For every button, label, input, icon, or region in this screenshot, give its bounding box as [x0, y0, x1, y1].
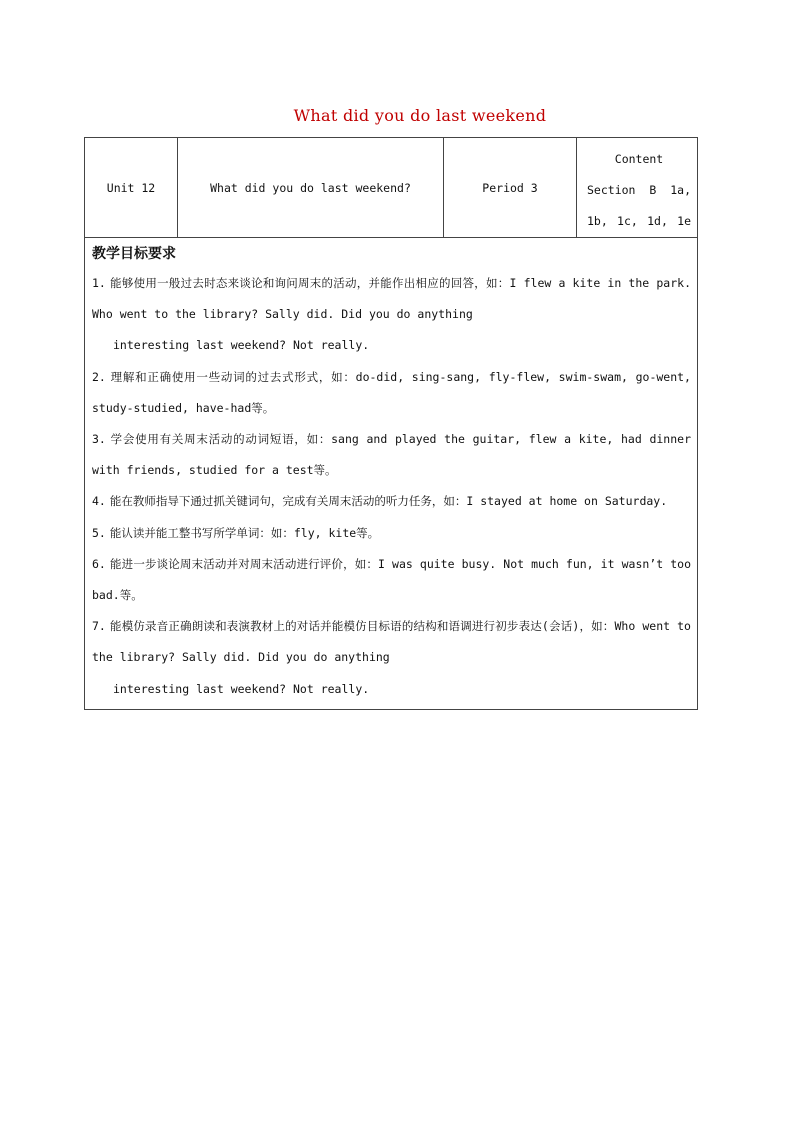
- content-label: Content: [614, 152, 664, 166]
- objectives-heading: 教学目标要求: [92, 246, 176, 262]
- period-cell: Period 3: [444, 138, 577, 238]
- objective-item-2: 2. 理解和正确使用一些动词的过去式形式，如：do-did, sing-sang, fly-flew, swim-swam, go-went, study-studied, have-had等。: [92, 369, 691, 415]
- objective-item-5: 5. 能认读并能工整书写所学单词：如：fly, kite等。: [92, 525, 380, 540]
- document-title: What did you do last weekend: [293, 106, 547, 125]
- objective-item-7-continuation: interesting last weekend? Not really.: [113, 681, 370, 696]
- objectives-cell: [85, 238, 698, 710]
- table-header-row: [85, 138, 698, 238]
- objective-item-1: 1. 能够使用一般过去时态来谈论和询问周末的活动，并能作出相应的回答，如：I flew a kite in the park. Who went to the library? Sally did. Did you do anything: [92, 276, 691, 322]
- content-cell: [577, 138, 698, 238]
- objectives-row: [85, 238, 698, 710]
- topic-cell: What did you do last weekend?: [178, 138, 444, 238]
- objective-item-6: 6. 能进一步谈论周末活动并对周末活动进行评价，如：I was quite busy. Not much fun, it wasn’t too bad.等。: [92, 556, 691, 603]
- objective-item-3: 3. 学会使用有关周末活动的动词短语，如：sang and played the guitar, flew a kite, had dinner with friends, studied for a test等。: [92, 432, 691, 478]
- objective-item-4: 4. 能在教师指导下通过抓关键词句，完成有关周末活动的听力任务，如：I stayed at home on Saturday.: [92, 494, 668, 509]
- content-value: Section B 1a, 1b, 1c, 1d, 1e: [587, 183, 691, 228]
- lesson-plan-table: [84, 137, 698, 710]
- unit-cell: Unit 12: [85, 138, 178, 238]
- objective-item-7: 7. 能模仿录音正确朗读和表演教材上的对话并能模仿目标语的结构和语调进行初步表达(会话)，如：Who went to the library? Sally did. Did you do anything: [92, 619, 691, 665]
- objective-item-1-continuation: interesting last weekend? Not really.: [113, 338, 370, 353]
